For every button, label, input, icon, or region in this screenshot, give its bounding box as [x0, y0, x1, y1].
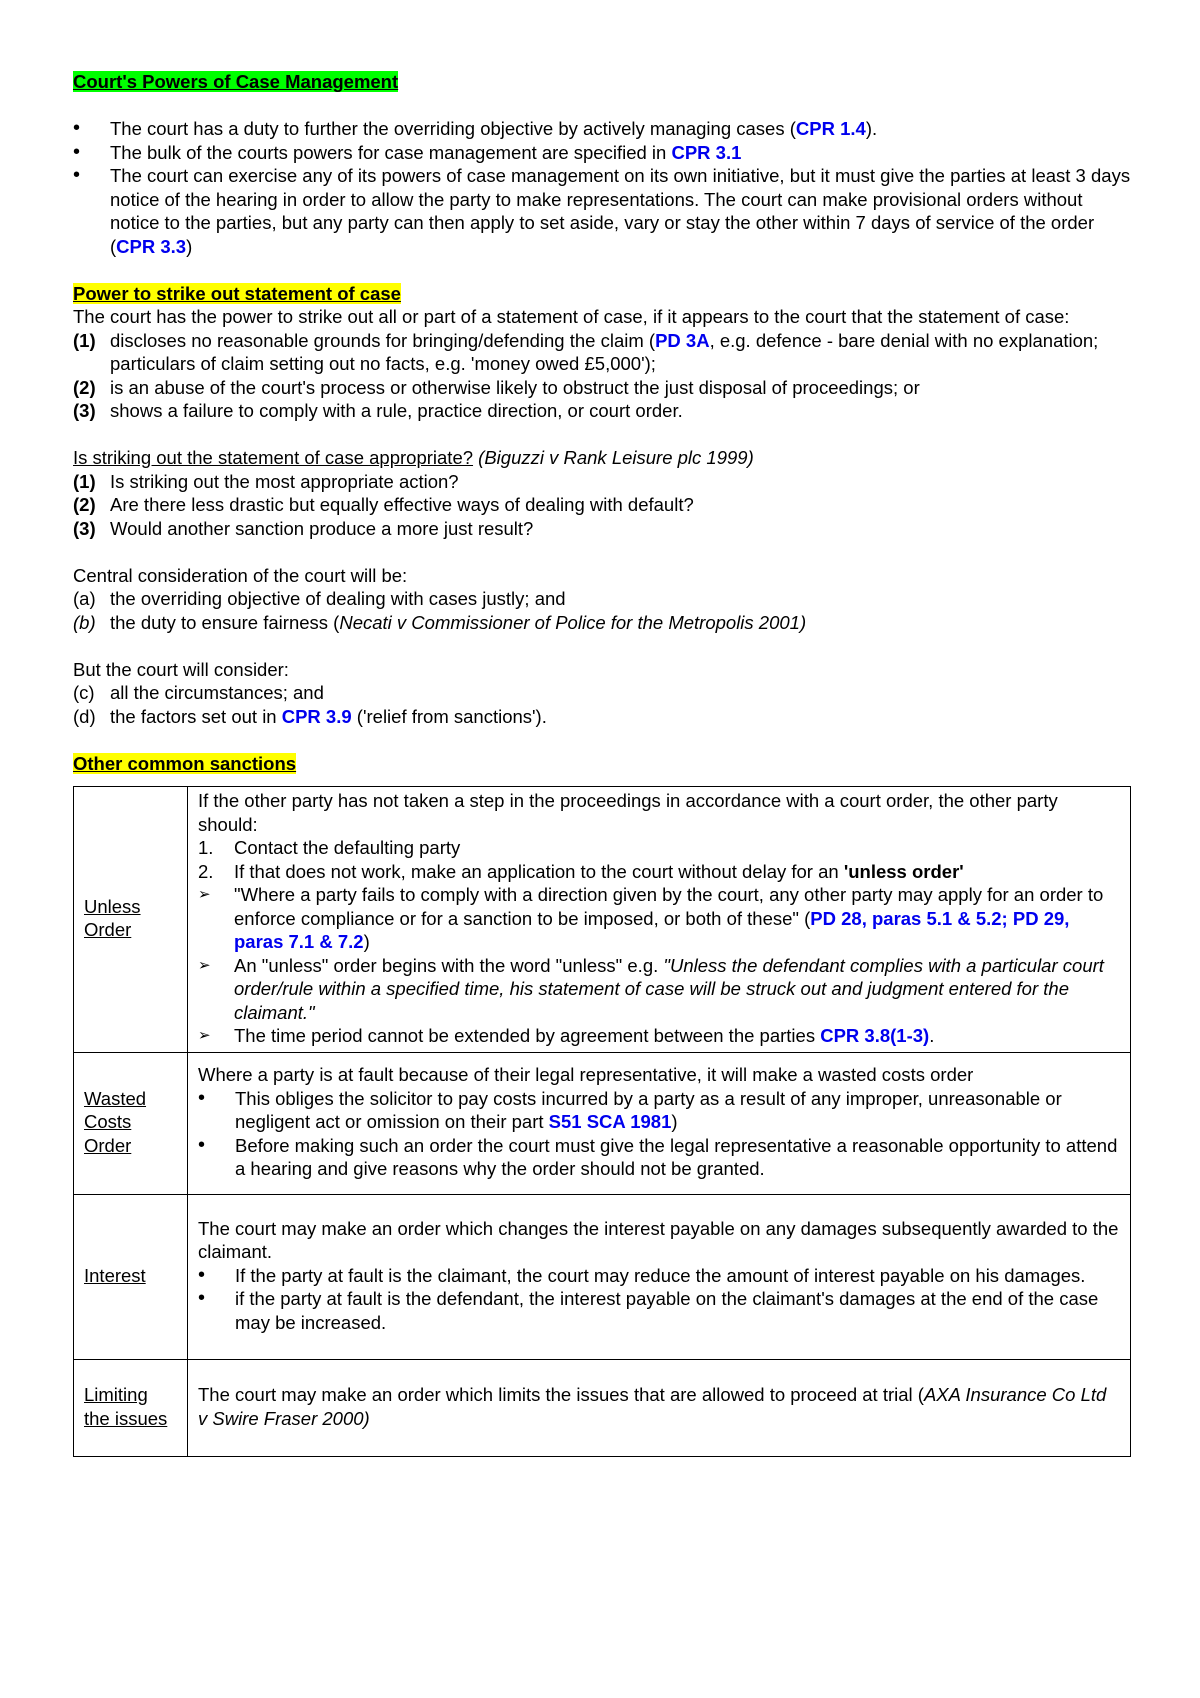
list-item: • If the party at fault is the claimant, the court may reduce the amount of interest payable on his damages.: [198, 1264, 1120, 1288]
list-item: (2) Are there less drastic but equally effective ways of dealing with default?: [73, 494, 694, 515]
list-item: (3) Would another sanction produce a more just result?: [73, 517, 534, 539]
intro-bullet-list: [73, 117, 1131, 258]
list-item: (2) is an abuse of the court's process or otherwise likely to obstruct the just disposal of proceedings; or: [73, 376, 920, 398]
central-consideration-intro: Central consideration of the court will be:: [73, 564, 408, 586]
list-item: ➢ An "unless" order begins with the word "unless" e.g. "Unless the defendant complies with a particular court order/rule within a specified time, his statement of case will be struck out and judgment entered for the claimant.": [198, 954, 1104, 1023]
arrow-bullet-icon: ➢: [198, 1027, 211, 1044]
list-item: (d) the factors set out in CPR 3.9 ('relief from sanctions').: [73, 705, 547, 727]
list-item: • The bulk of the courts powers for case management are specified in CPR 3.1: [73, 141, 1131, 165]
list-item: (b) the duty to ensure fairness (Necati v Commissioner of Police for the Metropolis 2001): [73, 611, 807, 633]
list-item: • This obliges the solicitor to pay costs incurred by a party as a result of any improper, unreasonable or negligent act or omission on their part S51 SCA 1981): [198, 1087, 1120, 1134]
row-label: Interest: [74, 1194, 188, 1359]
consider-intro: But the court will consider:: [73, 658, 289, 680]
row-label: Wasted Costs Order: [74, 1052, 188, 1194]
list-item: ➢ The time period cannot be extended by agreement between the parties CPR 3.8(1-3).: [198, 1025, 935, 1046]
list-item: ➢ "Where a party fails to comply with a direction given by the court, any other party may apply for an order to enforce compliance or for a sanction to be imposed, or both of these" (PD 28, paras 5.1 & 5.2; PD 29, paras 7.1 & 7.2): [198, 884, 1104, 952]
arrow-bullet-icon: ➢: [198, 956, 211, 974]
row-content: The court may make an order which limits the issues that are allowed to proceed at trial (AXA Insurance Co Ltd v Swire Fraser 2000): [188, 1359, 1131, 1456]
table-row-unless-order: [74, 787, 1131, 1053]
heading-other-sanctions: Other common sanctions: [73, 752, 297, 774]
list-item: (3) shows a failure to comply with a rule, practice direction, or court order.: [73, 400, 683, 421]
arrow-bullet-icon: ➢: [198, 886, 211, 903]
row-label: Unless Order: [74, 787, 188, 1053]
row-label: Limiting the issues: [74, 1359, 188, 1456]
list-item: • Before making such an order the court must give the legal representative a reasonable opportunity to attend a hearing and give reasons why the order should not be granted.: [198, 1134, 1120, 1181]
document-page: [73, 70, 1131, 1457]
list-item: • The court has a duty to further the overriding objective by actively managing cases (CPR 1.4).: [73, 117, 1131, 141]
list-item: (c) all the circumstances; and: [73, 682, 324, 703]
list-item: (1) discloses no reasonable grounds for bringing/defending the claim (PD 3A, e.g. defence - bare denial with no explanation; particulars of claim setting out no facts, e.g. 'money owed £5,000');: [73, 329, 1099, 374]
list-item: • The court can exercise any of its powers of case management on its own initiative, but it must give the parties at least 3 days notice of the hearing in order to allow the party to make representations. The court can make provisional orders without notice to the parties, but any party can then apply to set aside, vary or stay the other within 7 days of service of the order (CPR 3.3): [73, 164, 1131, 258]
heading-strike-out: Power to strike out statement of case: [73, 282, 401, 304]
table-row-interest: [74, 1194, 1131, 1359]
list-item: 1. Contact the defaulting party: [198, 837, 461, 858]
list-item: (1) Is striking out the most appropriate action?: [73, 470, 459, 492]
list-item: 2. If that does not work, make an application to the court without delay for an 'unless order': [198, 860, 964, 882]
sanctions-table: [73, 786, 1131, 1457]
row-content: Where a party is at fault because of their legal representative, it will make a wasted costs order • This obliges the solicitor to pay costs incurred by a party as a result of any improper, unreasonable or negligent act or omission on their part S51 SCA 1981) • Before making such an order the court must give the legal representative a reasonable opportunity to attend a hearing and give reasons why the order should not be granted.: [188, 1052, 1131, 1194]
heading-case-management: Court's Powers of Case Management: [73, 71, 399, 92]
wasted-costs-list: [198, 1087, 1120, 1181]
interest-list: [198, 1264, 1120, 1335]
list-item: • if the party at fault is the defendant, the interest payable on the claimant's damages at the end of the case may be increased.: [198, 1287, 1120, 1334]
appropriateness-question: Is striking out the statement of case appropriate? (Biguzzi v Rank Leisure plc 1999): [73, 447, 754, 468]
list-item: (a) the overriding objective of dealing with cases justly; and: [73, 588, 566, 609]
table-row-limiting-issues: [74, 1359, 1131, 1456]
row-content: The court may make an order which changes the interest payable on any damages subsequently awarded to the claimant. • If the party at fault is the claimant, the court may reduce the amount of interest payable on his damages. • if the party at fault is the defendant, the interest payable on the claimant's damages at the end of the case may be increased.: [188, 1194, 1131, 1359]
row-content: If the other party has not taken a step in the proceedings in accordance with a court order, the other party should: 1. Contact the defaulting party 2. If that does not work, make an application to the court without delay for an 'unless order' ➢ "Where a party fails to comply with a direction given by the court, any other party may apply for an order to enforce compliance or for a sanction to be imposed, or both of these" (PD 28, paras 5.1 & 5.2; PD 29, paras 7.1 & 7.2) ➢ An "unless" order begins with the word "unless" e.g. "Unless the defendant complies with a particular court order/rule within a specified time, his statement of case will be struck out and judgment entered for the claimant." ➢ The time period cannot be extended by agreement between the parties CPR 3.8(1-3).: [188, 787, 1131, 1053]
table-row-wasted-costs: [74, 1052, 1131, 1194]
strike-out-intro: The court has the power to strike out all or part of a statement of case, if it appears to the court that the statement of case:: [73, 306, 1070, 327]
